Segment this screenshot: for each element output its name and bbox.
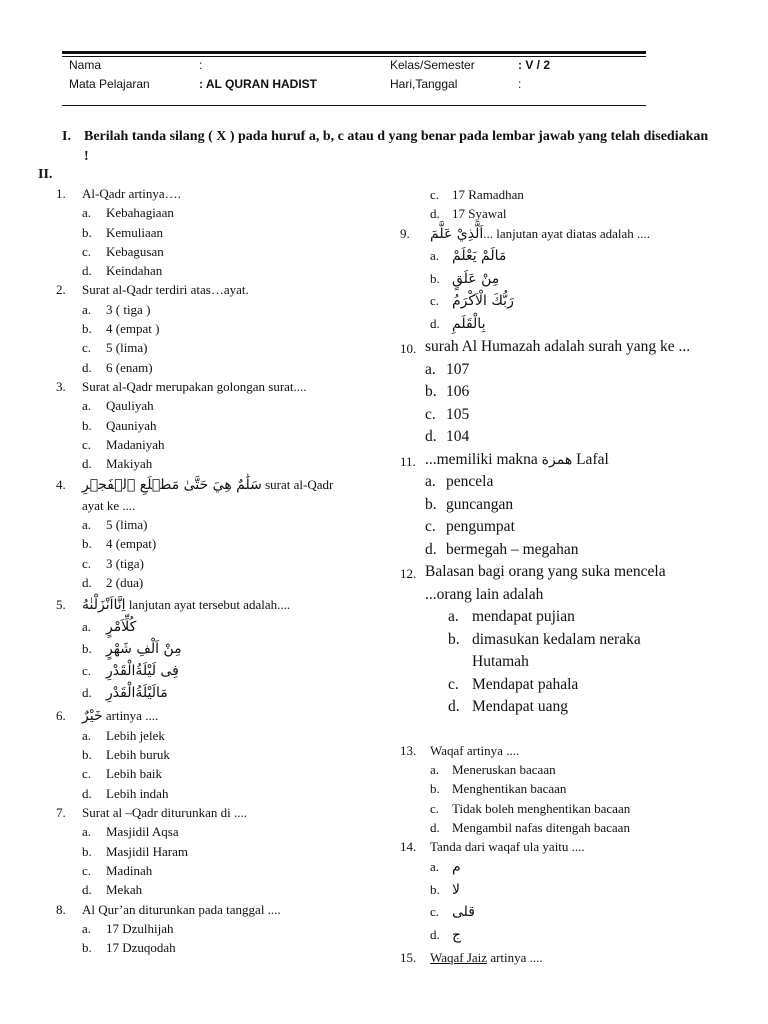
arabic-verse: سَلَٰمٌ هِيَ حَتَّىٰ مَطۡلَعِ ٱلۡفَجۡرِ	[82, 477, 262, 494]
option-text: Qauniyah	[106, 417, 157, 433]
question-text-latin: artinya ....	[102, 707, 159, 723]
option-letter: c.	[82, 766, 92, 782]
option-text	[452, 290, 720, 313]
option-arabic: رَبُّكَ الْاَكْرَمُ	[452, 293, 514, 310]
option	[56, 338, 356, 357]
option	[56, 880, 356, 899]
question-11	[400, 449, 710, 472]
option-arabic: مَالَيْلَةُالْقَدْرِ	[106, 684, 168, 701]
question-text: Balasan bagi orang yang suka mencela ...orang lain adalah	[425, 563, 666, 603]
option	[400, 494, 710, 517]
option-text: 17 Ramadhan	[452, 187, 524, 202]
option-arabic: مِنْ اَلْفِ شَهْرٍ	[106, 640, 182, 657]
option	[400, 924, 720, 947]
question-text: Al Qur’an diturunkan pada tanggal ....	[82, 901, 281, 917]
question-text-underlined: Waqaf Jaiz	[430, 950, 488, 966]
question-text	[430, 948, 720, 967]
question-text-latin: surat al-Qadr ayat ke ....	[82, 477, 334, 513]
option-text	[106, 616, 356, 638]
option-letter: a.	[82, 618, 92, 634]
option-arabic: كُلِّاَمْرٍ	[106, 618, 137, 635]
option-letter: a.	[82, 301, 92, 317]
option-text: Mengambil nafas ditengah bacaan	[452, 819, 630, 835]
option	[400, 856, 720, 879]
question-text: Surat al-Qadr merupakan golongan surat....	[82, 378, 307, 394]
question-9	[400, 223, 720, 245]
option-letter: a.	[82, 824, 92, 840]
option-letter: b.	[82, 224, 92, 240]
option-text: Madinah	[106, 862, 153, 878]
header-rule-top-thin	[62, 56, 646, 57]
question-number: 5.	[56, 597, 66, 613]
option-letter: a.	[430, 248, 440, 264]
option	[400, 818, 720, 837]
option	[400, 799, 720, 818]
question-text-latin: ... lanjutan ayat diatas adalah ....	[483, 226, 650, 242]
option-letter: c.	[430, 187, 440, 202]
option	[56, 435, 356, 454]
hari-colon: :	[518, 77, 522, 91]
question-text: Al-Qadr artinya….	[82, 186, 181, 201]
question-3	[56, 377, 356, 396]
option-letter: c.	[82, 436, 92, 452]
option	[400, 204, 720, 223]
option-text: bermegah – megahan	[446, 540, 579, 558]
option-text	[452, 901, 720, 924]
arabic-word: همزة	[541, 451, 573, 468]
question-number: 6.	[56, 707, 66, 723]
right-column-large	[400, 336, 710, 719]
kelas-label: Kelas/Semester	[390, 58, 475, 72]
option-text: Menghentikan bacaan	[452, 781, 567, 797]
question-text: Waqaf artinya ....	[430, 743, 520, 758]
option	[400, 245, 720, 268]
option-text: pengumpat	[446, 518, 515, 535]
option	[400, 760, 720, 779]
option-text: 107	[446, 360, 470, 378]
option	[56, 319, 356, 338]
option-letter: d.	[82, 359, 92, 375]
option-letter: c.	[425, 405, 436, 423]
option	[56, 416, 356, 435]
option	[56, 726, 356, 745]
option-letter: c.	[430, 904, 440, 920]
option-text	[106, 638, 356, 660]
option-text: 4 (empat)	[106, 536, 157, 552]
question-number: 1.	[56, 186, 66, 201]
waqaf-sign: م	[452, 859, 461, 876]
question-number: 3.	[56, 378, 66, 394]
option-letter: c.	[82, 555, 92, 571]
option	[56, 261, 356, 280]
question-text	[82, 706, 356, 726]
option	[400, 359, 710, 382]
option-letter: d.	[425, 540, 437, 558]
option-letter: a.	[82, 920, 92, 936]
question-number: 10.	[400, 341, 417, 356]
option	[400, 539, 710, 562]
option-letter: a.	[430, 762, 440, 778]
option-letter: d.	[82, 456, 92, 472]
option-letter: d.	[430, 315, 440, 331]
option-letter: a.	[425, 473, 436, 490]
option-letter: b.	[82, 640, 92, 656]
option-text: Mendapat pahala	[472, 675, 579, 693]
option-letter: d.	[82, 882, 92, 898]
option-letter: a.	[448, 608, 459, 625]
mapel-value: : AL QURAN HADIST	[199, 77, 317, 91]
option-text: 6 (enam)	[106, 359, 153, 375]
kelas-value: : V / 2	[518, 58, 551, 72]
question-text-pre: ...memiliki makna	[425, 450, 542, 468]
question-number: 11.	[400, 453, 416, 469]
option-text: Meneruskan bacaan	[452, 762, 556, 778]
question-text: Surat al –Qadr diturunkan di ....	[82, 805, 247, 821]
question-text: Tanda dari waqaf ula yaitu ....	[430, 839, 585, 855]
option	[400, 185, 720, 204]
option-letter: d.	[430, 819, 440, 835]
option-text: 5 (lima)	[106, 517, 148, 533]
option	[400, 471, 710, 494]
question-text-post: Lafal	[572, 450, 609, 468]
question-text: Surat al-Qadr terdiri atas…ayat.	[82, 282, 249, 298]
option	[400, 879, 720, 902]
right-column-top	[400, 185, 720, 335]
question-number: 15.	[400, 950, 417, 966]
option	[56, 554, 356, 573]
option-letter: c.	[425, 518, 436, 535]
option-text: 4 (empat )	[106, 321, 160, 337]
question-number: 13.	[400, 743, 417, 758]
option-text: Lebih buruk	[106, 747, 170, 763]
question-15	[400, 948, 720, 967]
option-text: 17 Syawal	[452, 206, 507, 222]
question-number: 8.	[56, 901, 66, 917]
option-text: 3 ( tiga )	[106, 301, 151, 317]
question-5	[56, 595, 356, 615]
option	[56, 919, 356, 938]
header-rule-top	[62, 51, 646, 54]
option-arabic: مَالَمْ يَعْلَمْ	[452, 248, 507, 265]
option-letter: b.	[82, 321, 92, 337]
option-letter: b.	[82, 417, 92, 433]
question-number: 4.	[56, 477, 66, 493]
option-text: Makiyah	[106, 456, 153, 472]
right-column-bottom	[400, 741, 720, 967]
option-text	[452, 856, 720, 879]
option-letter: a.	[82, 727, 92, 743]
option-text: Lebih jelek	[106, 727, 165, 743]
option-text	[452, 924, 720, 947]
option	[56, 660, 356, 682]
waqaf-sign: ج	[452, 926, 462, 943]
question-text-latin: lanjutan ayat tersebut adalah....	[125, 597, 291, 613]
instructions-number: I.	[62, 129, 71, 144]
question-10	[400, 336, 710, 359]
option-text: 104	[446, 428, 470, 445]
option-arabic: فِى لَيْلَةُالْقَدْرِ	[106, 662, 179, 679]
arabic-verse: اِنَّااَنْزَلْنٰهُ	[82, 597, 126, 614]
mapel-label: Mata Pelajaran	[69, 77, 150, 91]
hari-label: Hari,Tanggal	[390, 77, 458, 91]
option	[400, 268, 720, 291]
option-letter: b.	[448, 630, 460, 648]
question-number: 12.	[400, 566, 417, 581]
option-text: Lebih indah	[106, 785, 169, 801]
option-letter: b.	[430, 881, 440, 897]
arabic-verse: اَلَّذِيْ عَلَّمَ	[430, 226, 484, 243]
option	[400, 901, 720, 924]
option-letter: d.	[82, 574, 92, 590]
question-text-latin: artinya ....	[487, 950, 543, 966]
option-text: 17 Dzuqodah	[106, 940, 176, 956]
question-text	[430, 223, 720, 245]
option-letter: a.	[82, 398, 92, 414]
question-text: surah Al Humazah adalah surah yang ke ...	[425, 338, 691, 355]
option	[400, 290, 720, 313]
option	[56, 396, 356, 415]
waqaf-sign: لا	[452, 881, 460, 898]
question-6	[56, 706, 356, 726]
option-text: Kebahagiaan	[106, 205, 174, 221]
nama-label: Nama	[69, 58, 102, 72]
instructions-text: Berilah tanda silang ( X ) pada huruf a, b, c atau d yang benar pada lembar jawab yang telah disediakan !	[84, 129, 709, 164]
option-text	[106, 682, 356, 704]
option-letter: d.	[82, 785, 92, 801]
option-text	[452, 268, 720, 291]
option	[56, 242, 356, 261]
option	[400, 779, 720, 798]
option-text: Masjidil Haram	[106, 843, 188, 859]
option-text: mendapat pujian	[472, 608, 575, 625]
question-1	[56, 184, 356, 203]
nama-colon: :	[199, 58, 203, 72]
option	[56, 203, 356, 222]
option-text	[106, 660, 356, 682]
option-arabic: بِالْقَلَمِ	[452, 315, 486, 332]
option-text: Kemuliaan	[106, 224, 164, 240]
option-letter: b.	[82, 843, 92, 859]
question-7	[56, 803, 356, 822]
section-ii-heading: II.	[38, 167, 53, 182]
option-text: Keindahan	[106, 263, 163, 279]
option	[56, 358, 356, 377]
option-text	[452, 313, 720, 336]
arabic-word: خَيْرٌ	[82, 707, 103, 724]
option-text: Qauliyah	[106, 398, 154, 414]
option	[400, 313, 720, 336]
option-letter: d.	[430, 926, 440, 942]
option-text: Kebagusan	[106, 243, 164, 259]
question-13	[400, 741, 720, 760]
option-text	[452, 879, 720, 902]
option-letter: c.	[430, 800, 440, 816]
option-text: 17 Dzulhijah	[106, 920, 174, 936]
option-letter: d.	[448, 698, 460, 715]
option	[400, 606, 710, 629]
option-text: 105	[446, 405, 470, 423]
question-number: 2.	[56, 282, 66, 298]
option-text: pencela	[446, 473, 494, 490]
option-letter: d.	[82, 684, 92, 700]
option	[56, 515, 356, 534]
option	[56, 534, 356, 553]
option	[400, 516, 710, 539]
option	[56, 682, 356, 704]
option-letter: c.	[448, 675, 459, 693]
option-letter: b.	[425, 495, 437, 513]
option-text: Madaniyah	[106, 436, 165, 452]
option-letter: d.	[430, 206, 440, 222]
option	[56, 764, 356, 783]
question-2	[56, 280, 356, 299]
option-letter: c.	[430, 293, 440, 309]
option	[56, 300, 356, 319]
option	[400, 674, 710, 697]
option	[56, 573, 356, 592]
option	[56, 616, 356, 638]
option-text	[452, 245, 720, 268]
waqaf-sign: قلى	[452, 904, 475, 921]
question-number: 7.	[56, 805, 66, 821]
option-text: Mekah	[106, 882, 143, 898]
option-letter: c.	[82, 662, 92, 678]
option-letter: b.	[425, 383, 437, 400]
option-letter: b.	[82, 536, 92, 552]
instructions	[62, 127, 712, 167]
option	[56, 223, 356, 242]
option	[56, 745, 356, 764]
option-letter: a.	[425, 360, 436, 378]
question-text	[82, 475, 356, 515]
option-letter: b.	[430, 781, 440, 797]
option	[56, 638, 356, 660]
question-text	[425, 449, 710, 472]
option-letter: d.	[82, 263, 92, 279]
option-text: 106	[446, 383, 470, 400]
option	[56, 784, 356, 803]
option	[56, 938, 356, 957]
option-text: Tidak boleh menghentikan bacaan	[452, 800, 631, 816]
option-text: 3 (tiga)	[106, 555, 144, 571]
option	[400, 404, 710, 427]
option-letter: b.	[82, 940, 92, 956]
option-letter: b.	[82, 747, 92, 763]
option-text: 5 (lima)	[106, 340, 148, 356]
left-column	[56, 184, 356, 957]
option	[400, 426, 710, 449]
question-text	[82, 595, 356, 615]
option-letter: a.	[82, 517, 92, 533]
option-letter: c.	[82, 243, 92, 259]
question-8	[56, 900, 356, 919]
option-letter: a.	[430, 859, 440, 875]
question-number: 14.	[400, 839, 417, 855]
option	[400, 381, 710, 404]
option	[56, 822, 356, 841]
option-letter: c.	[82, 340, 92, 356]
option	[56, 454, 356, 473]
option-text: 2 (dua)	[106, 574, 144, 590]
option	[56, 842, 356, 861]
option-arabic: مِنْ عَلَقٍ	[452, 270, 500, 287]
option	[400, 629, 682, 674]
header-rule-bottom	[62, 105, 646, 106]
question-14	[400, 837, 720, 856]
option	[400, 696, 710, 719]
question-4	[56, 475, 356, 515]
option-text: Masjidil Aqsa	[106, 824, 179, 840]
option-text: Mendapat uang	[472, 698, 568, 715]
option	[56, 861, 356, 880]
question-12	[400, 561, 710, 606]
option-text: guncangan	[446, 495, 514, 513]
option-letter: b.	[430, 270, 440, 286]
question-number: 9.	[400, 226, 410, 242]
option-letter: c.	[82, 862, 92, 878]
option-letter: d.	[425, 428, 437, 445]
option-letter: a.	[82, 205, 92, 221]
option-text: dimasukan kedalam neraka Hutamah	[472, 630, 641, 670]
option-text: Lebih baik	[106, 766, 162, 782]
